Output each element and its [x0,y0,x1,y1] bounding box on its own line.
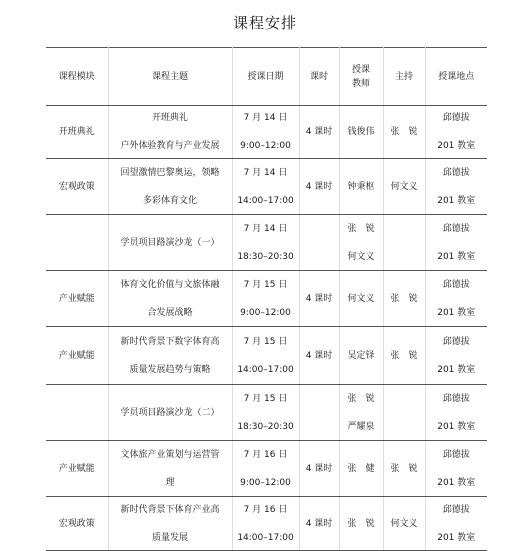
cell-date-line: 14:00–17:00 [237,364,294,375]
cell-module: 产业赋能 [46,441,108,497]
cell-date [232,441,299,497]
cell-location-line: 201 教室 [437,421,476,432]
cell-theme [108,106,232,159]
table-row [46,271,487,327]
cell-teacher [339,106,383,159]
cell-location-line: 201 教室 [437,141,476,151]
cell-location-line: 201 教室 [437,307,476,318]
page-title: 课程安排 [232,14,297,32]
cell-teacher-line: 张 锐 [347,518,375,529]
cell-teacher-line: 严耀泉 [347,421,375,432]
cell-location-line: 201 教室 [437,364,476,375]
cell-teacher-line: 张 锐 [347,223,375,234]
table-row [46,441,487,497]
cell-date [232,327,299,385]
cell-theme [108,159,232,215]
cell-module: 宏观政策 [46,159,108,215]
cell-location-line: 邱德拔 [442,336,470,347]
cell-theme-line: 学员项目路演沙龙（二） [120,407,220,418]
cell-theme-line: 多彩体育文化 [142,195,197,206]
cell-hours: 4 课时 [299,327,339,385]
cell-teacher [339,271,383,327]
schedule-table [46,47,487,551]
cell-host: 何文义 [383,497,425,551]
cell-date-line: 7 月 14 日 [243,167,288,178]
cell-hours: 4 课时 [299,497,339,551]
header-teacher-line-2: 教师 [351,78,370,89]
cell-teacher [339,441,383,497]
cell-date [232,215,299,271]
cell-host: 张 锐 [383,106,425,159]
cell-date-line: 7 月 16 日 [243,449,288,460]
cell-date-line: 9:00–12:00 [240,307,291,318]
header-teacher [339,48,383,106]
table-row [46,497,487,551]
cell-location [425,159,487,215]
cell-date [232,106,299,159]
cell-theme [108,215,232,271]
cell-location-line: 邱德拔 [442,223,470,234]
cell-theme-line: 体育文化价值与文旅体融 [120,279,220,290]
cell-location-line: 邱德拔 [442,279,470,290]
cell-module: 宏观政策 [46,497,108,551]
cell-date-line: 7 月 16 日 [243,504,288,515]
cell-date [232,385,299,441]
cell-location-line: 201 教室 [437,477,476,488]
cell-date [232,497,299,551]
cell-location [425,497,487,551]
cell-teacher [339,327,383,385]
cell-date-line: 9:00–12:00 [240,141,291,151]
cell-location-line: 201 教室 [437,532,476,543]
cell-teacher [339,385,383,441]
cell-location [425,271,487,327]
cell-location-line: 邱德拔 [442,504,470,515]
header-hours: 课时 [299,48,339,106]
table-row [46,385,487,441]
cell-date-line: 18:30–20:30 [237,421,294,432]
cell-theme-line: 质量发展趋势与策略 [129,364,211,375]
cell-theme-line: 开班典礼 [151,113,188,123]
cell-date-line: 9:00–12:00 [240,477,291,488]
cell-date-line: 14:00–17:00 [237,195,294,206]
cell-theme [108,327,232,385]
cell-module: 开班典礼 [46,106,108,159]
cell-teacher-line: 张 锐 [347,393,375,404]
cell-date [232,159,299,215]
header-teacher-line-1: 授课 [351,64,370,75]
cell-date-line: 7 月 14 日 [243,223,288,234]
cell-teacher-line: 何文义 [347,293,375,304]
cell-host: 张 锐 [383,441,425,497]
cell-theme-line: 新时代背景下数字体育高 [120,336,220,347]
cell-teacher-line: 钱俊伟 [347,127,375,137]
cell-hours: 4 课时 [299,441,339,497]
cell-hours [299,215,339,271]
table-row [46,159,487,215]
cell-teacher [339,215,383,271]
cell-hours: 4 课时 [299,271,339,327]
table-row [46,215,487,271]
header-host: 主持 [383,48,425,106]
cell-location [425,106,487,159]
cell-date-line: 18:30–20:30 [237,251,294,262]
cell-teacher [339,159,383,215]
cell-theme-line: 学员项目路演沙龙（一） [120,237,220,248]
cell-date [232,271,299,327]
table-row [46,106,487,159]
cell-host: 何文义 [383,159,425,215]
cell-teacher [339,497,383,551]
table-row [46,327,487,385]
cell-theme-line: 新时代背景下体育产业高 [120,504,220,515]
header-date: 授课日期 [232,48,299,106]
cell-theme-line: 合发展战略 [147,307,193,318]
cell-location-line: 邱德拔 [442,449,470,460]
cell-date-line: 14:00–17:00 [237,532,294,543]
header-module: 课程模块 [46,48,108,106]
cell-host: 张 锐 [383,271,425,327]
header-theme: 课程主题 [108,48,232,106]
cell-module: 产业赋能 [46,271,108,327]
cell-hours: 4 课时 [299,106,339,159]
cell-hours [299,385,339,441]
cell-location [425,215,487,271]
cell-teacher-line: 吴定铎 [347,350,375,361]
header-location: 授课地点 [425,48,487,106]
cell-location [425,327,487,385]
cell-theme-line: 户外体验教育与产业发展 [120,141,220,151]
cell-theme-line: 文体旅产业策划与运营管 [120,449,220,460]
cell-module [46,215,108,271]
cell-host [383,215,425,271]
cell-date-line: 7 月 14 日 [243,113,288,123]
cell-location-line: 201 教室 [437,251,476,262]
cell-theme-line: 理 [165,477,175,488]
cell-module: 产业赋能 [46,327,108,385]
cell-location-line: 邱德拔 [442,393,470,404]
cell-host [383,385,425,441]
cell-theme [108,441,232,497]
cell-date-line: 7 月 15 日 [243,336,288,347]
cell-module [46,385,108,441]
cell-location-line: 201 教室 [437,195,476,206]
cell-theme-line: 回望激情巴黎奥运，领略 [120,167,220,178]
cell-theme [108,497,232,551]
cell-location [425,385,487,441]
cell-date-line: 7 月 15 日 [243,279,288,290]
cell-hours: 4 课时 [299,159,339,215]
cell-host: 张 锐 [383,327,425,385]
cell-theme [108,385,232,441]
cell-location-line: 邱德拔 [442,167,470,178]
header-row [46,48,487,106]
cell-theme-line: 质量发展 [151,532,188,543]
cell-teacher-line: 张 健 [347,463,375,474]
cell-teacher-line: 何文义 [347,251,375,262]
cell-theme [108,271,232,327]
cell-location-line: 邱德拔 [442,113,470,123]
cell-location [425,441,487,497]
cell-date-line: 7 月 15 日 [243,393,288,404]
cell-teacher-line: 钟秉枢 [347,181,375,192]
